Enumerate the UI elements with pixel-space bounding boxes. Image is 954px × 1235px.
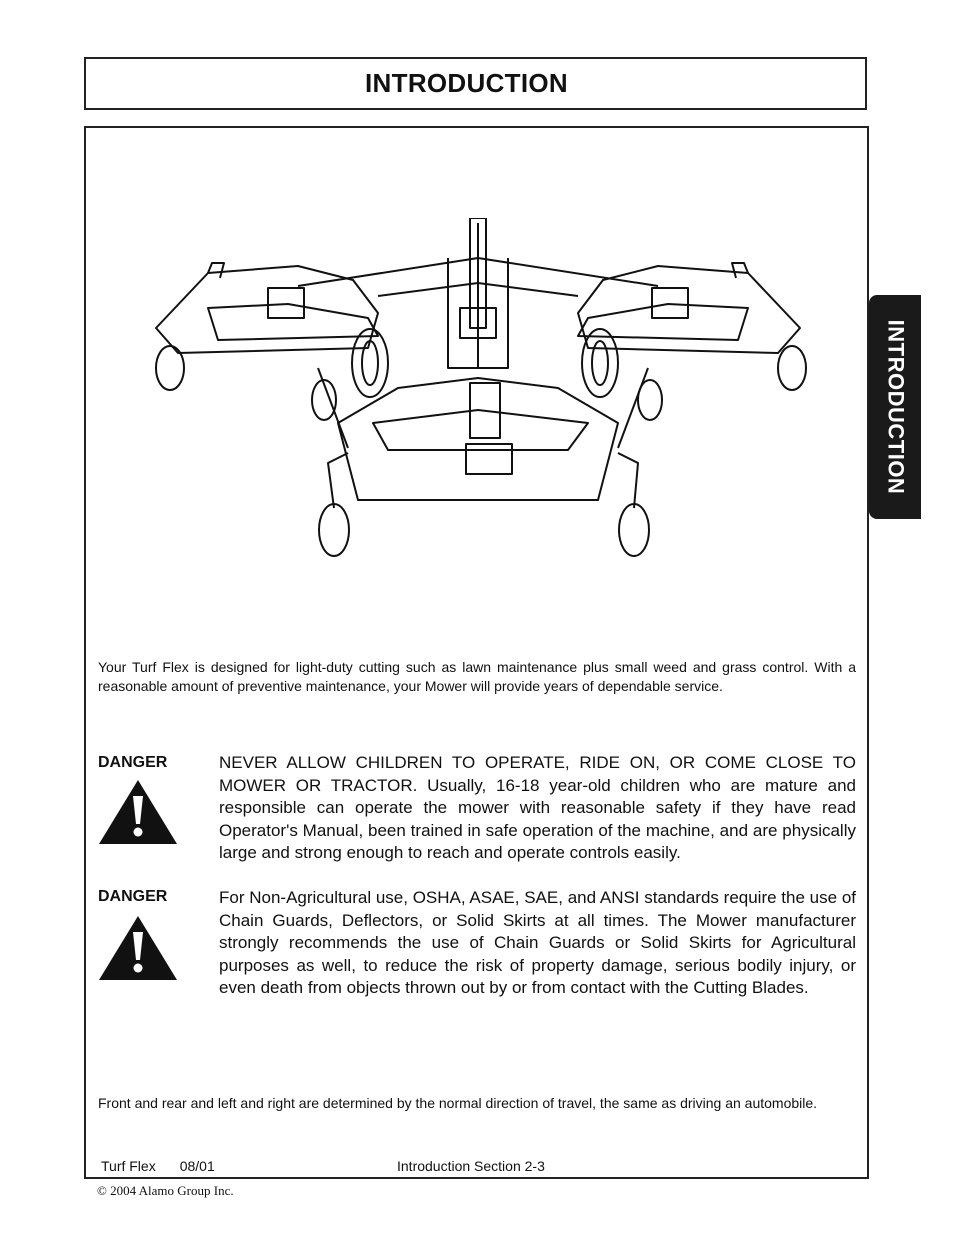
warning-triangle-icon	[97, 778, 179, 846]
intro-paragraph: Your Turf Flex is designed for light-duty cutting such as lawn maintenance plus small weed and grass control. With a reasonable amount of preventive maintenance, your Mower will provide years of dependable service.	[98, 659, 856, 694]
danger-label: DANGER	[98, 888, 168, 905]
footer-product	[101, 1158, 239, 1174]
section-tab	[869, 295, 921, 519]
warning-triangle-icon	[97, 914, 179, 982]
danger-label: DANGER	[98, 754, 168, 771]
footer-section: Introduction Section 2-3	[397, 1158, 545, 1174]
copyright: © 2004 Alamo Group Inc.	[97, 1183, 234, 1198]
mower-illustration	[148, 218, 808, 563]
danger-message: NEVER ALLOW CHILDREN TO OPERATE, RIDE ON, OR COME CLOSE TO MOWER OR TRACTOR. Usually, 16-18 year-old children who are mature and responsible can operate the mower with reasonable safety if they have read Operator's Manual, been trained in safe operation of the machine, and are physically large and strong enough to reach and operate controls easily.	[219, 753, 856, 862]
danger-message: For Non-Agricultural use, OSHA, ASAE, SAE, and ANSI standards require the use of Chain Guards, Deflectors, or Solid Skirts at all times. The Mower manufacturer strongly recommends the use of Chain Guards or Solid Skirts for Agricultural purposes as well, to reduce the risk of property damage, serious bodily injury, or even death from objects thrown out by or from contact with the Cutting Blades.	[219, 888, 856, 997]
direction-paragraph: Front and rear and left and right are determined by the normal direction of travel, the same as driving an automobile.	[98, 1095, 818, 1111]
footer-date: 08/01	[179, 1158, 215, 1174]
section-tab-label: INTRODUCTION	[883, 319, 908, 495]
page-header	[84, 57, 867, 110]
page-title: INTRODUCTION	[365, 68, 568, 98]
footer-product-name: Turf Flex	[101, 1158, 156, 1174]
